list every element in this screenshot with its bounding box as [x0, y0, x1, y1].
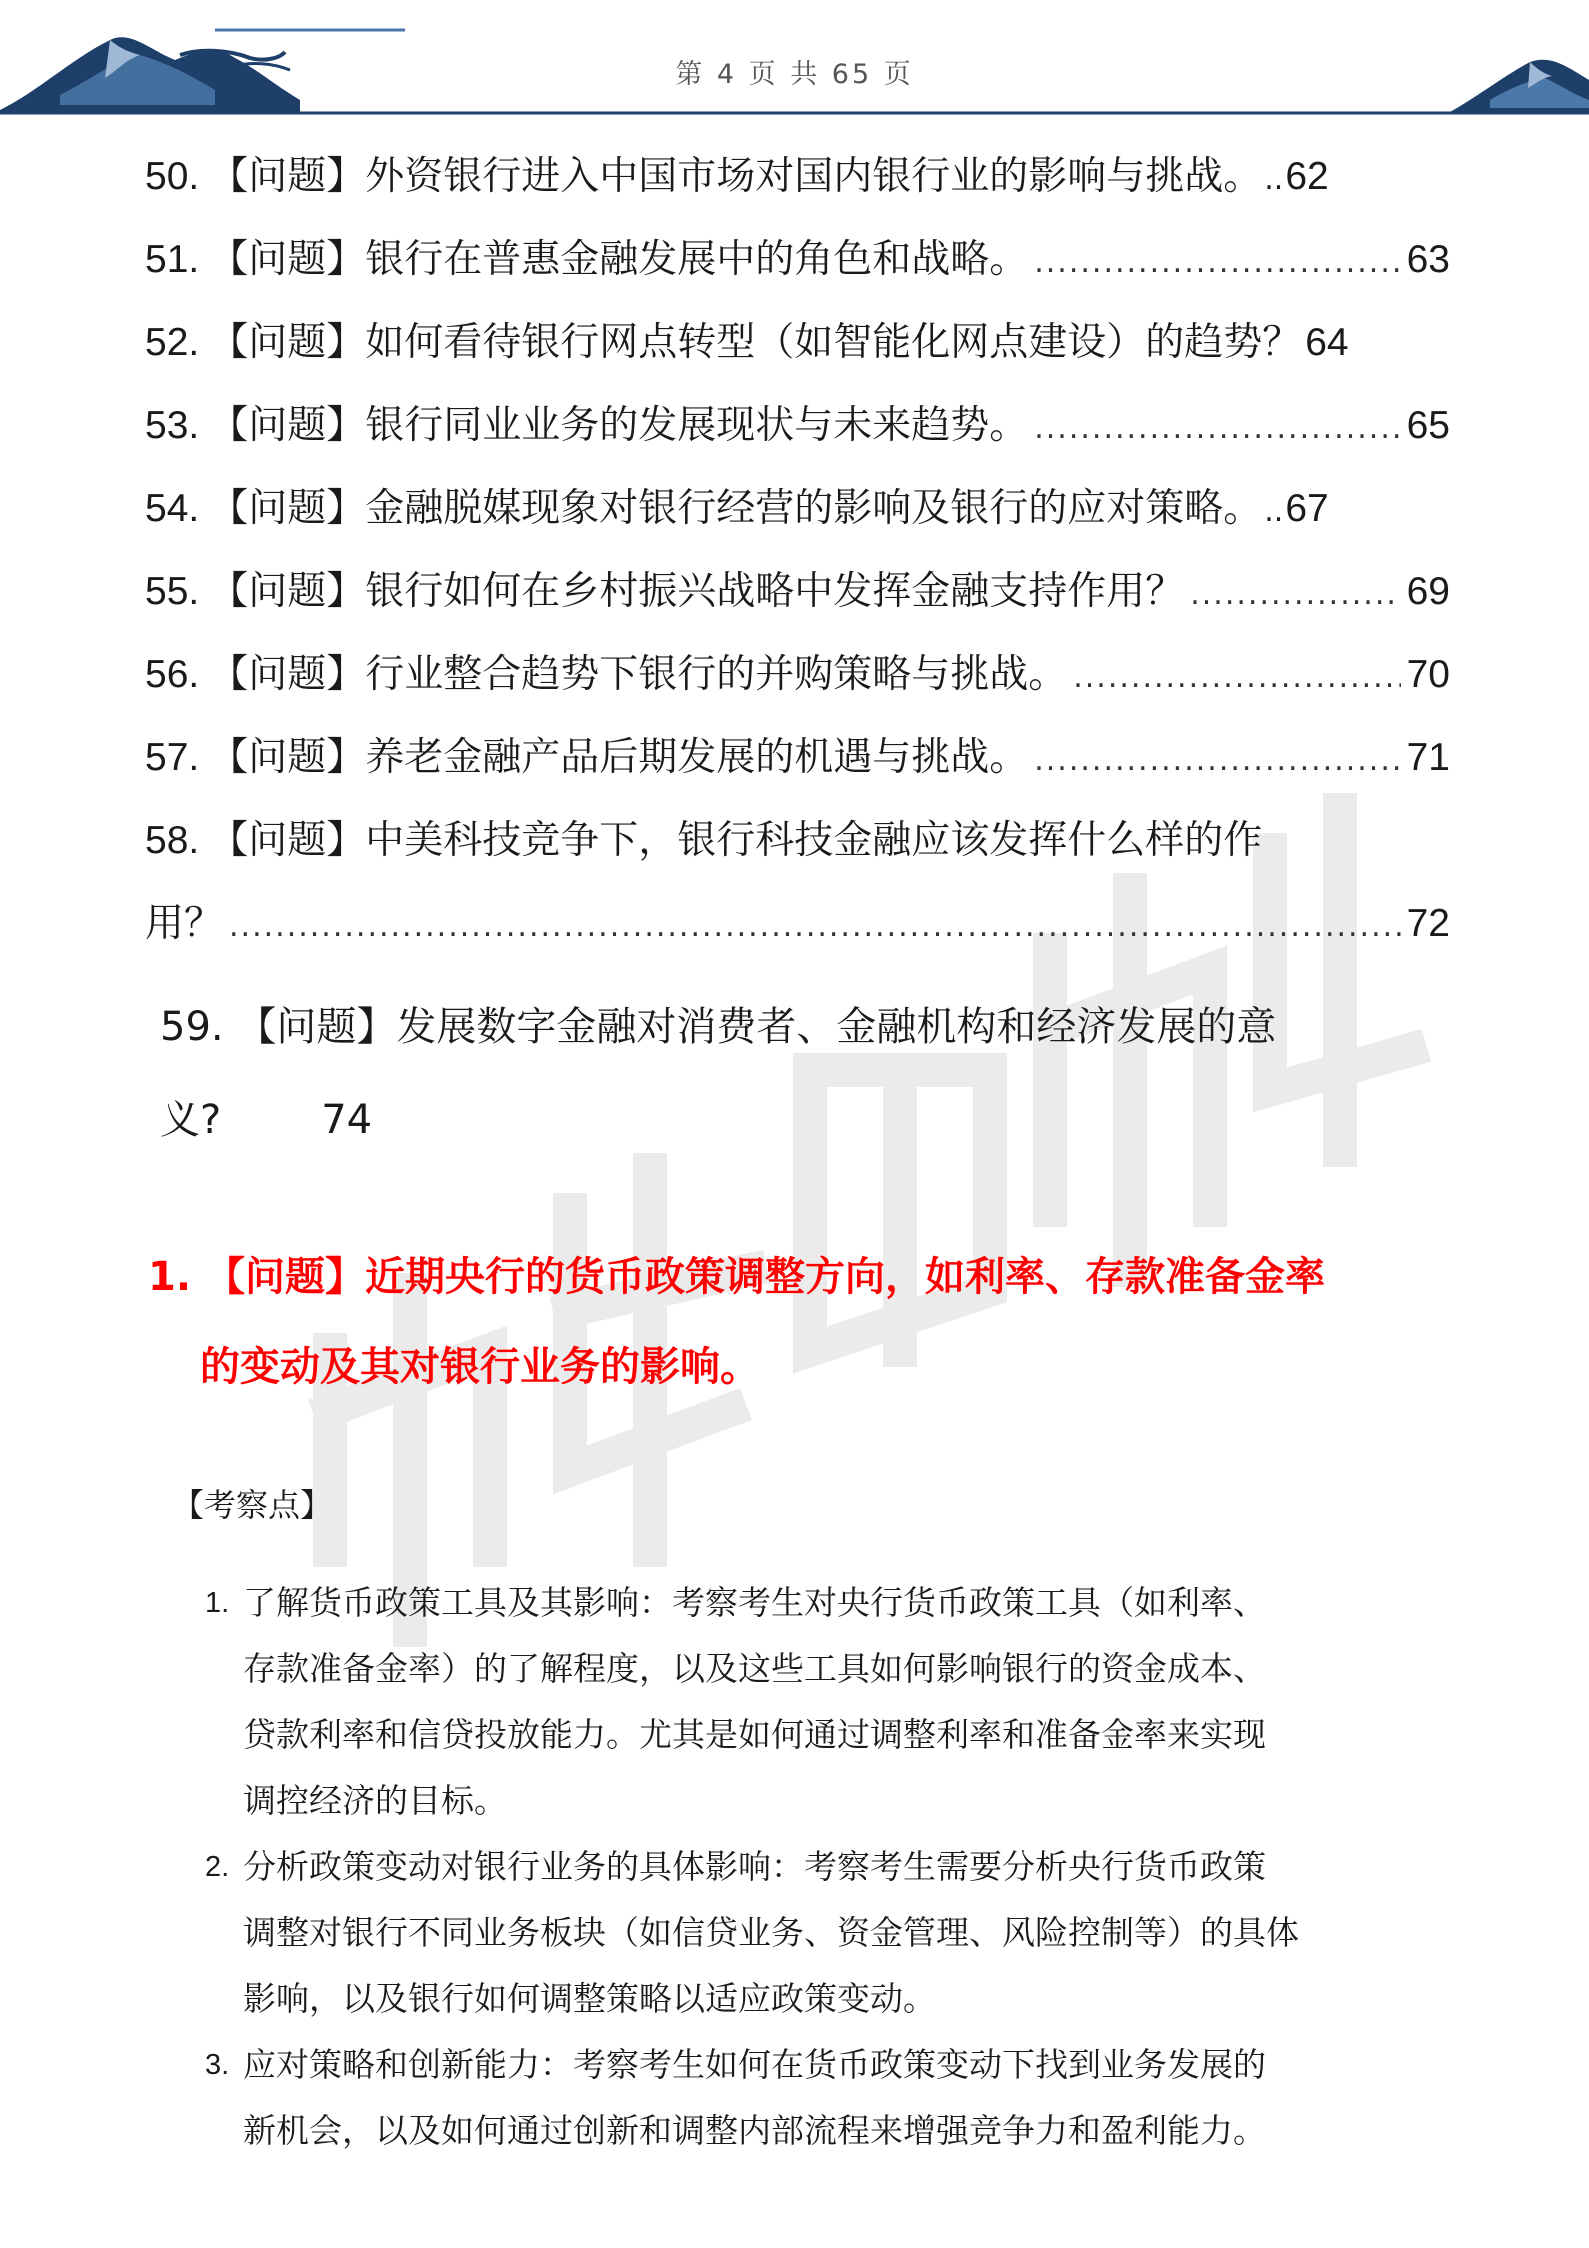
text-line: 分析政策变动对银行业务的具体影响：考察考生需要分析央行货币政策	[243, 1847, 1266, 1886]
toc-dots	[1034, 387, 1400, 470]
list-item-text	[243, 1834, 1445, 2032]
toc-page-number: 65	[1406, 404, 1450, 447]
toc-title-continued: 用？	[145, 901, 224, 946]
page-header	[0, 0, 1589, 125]
toc-number: 57.	[145, 736, 200, 779]
toc-page-number: 63	[1406, 238, 1450, 281]
text-line: 存款准备金率）的了解程度，以及这些工具如何影响银行的资金成本、	[243, 1649, 1266, 1688]
text-line: 影响，以及银行如何调整策略以适应政策变动。	[243, 1979, 936, 2018]
toc-dots	[1034, 719, 1400, 802]
text-line: 新机会，以及如何通过创新和调整内部流程来增强竞争力和盈利能力。	[243, 2111, 1266, 2150]
toc-entry-52[interactable]	[145, 301, 1450, 384]
toc-title: 【问题】银行同业业务的发展现状与未来趋势。	[209, 403, 1029, 448]
heading-line-2: 的变动及其对银行业务的影响。	[200, 1344, 760, 1390]
text-line: 调整对银行不同业务板块（如信贷业务、资金管理、风险控制等）的具体	[243, 1913, 1299, 1952]
toc-page-number: 62	[1285, 155, 1329, 198]
toc-entry-54[interactable]	[145, 467, 1450, 550]
toc-title: 【问题】养老金融产品后期发展的机遇与挑战。	[209, 735, 1029, 780]
toc-entry-55[interactable]	[145, 550, 1450, 633]
toc-title: 【问题】行业整合趋势下银行的并购策略与挑战。	[209, 652, 1068, 697]
list-number: 2.	[205, 1851, 230, 1883]
toc-title: 【问题】银行在普惠金融发展中的角色和战略。	[209, 237, 1029, 282]
toc-dots	[1073, 636, 1400, 719]
table-of-contents	[145, 135, 1450, 965]
toc-number: 51.	[145, 238, 200, 281]
toc-entry-51[interactable]	[145, 218, 1450, 301]
toc-entry-57[interactable]	[145, 716, 1450, 799]
toc-page-number: 64	[1305, 321, 1349, 364]
toc-number: 52.	[145, 321, 200, 364]
list-item	[205, 1570, 1445, 1834]
toc-title: 【问题】中美科技竞争下，银行科技金融应该发挥什么样的作	[209, 818, 1263, 863]
heading-line-1: 1. 【问题】近期央行的货币政策调整方向，如利率、存款准备金率	[148, 1254, 1325, 1300]
toc-dots	[1190, 553, 1400, 636]
list-item	[205, 1834, 1445, 2032]
list-item	[205, 2032, 1445, 2164]
toc-entry-53[interactable]	[145, 384, 1450, 467]
toc-page-number: 71	[1406, 736, 1450, 779]
section-label: 【考察点】	[172, 1486, 333, 1524]
text-line: 了解货币政策工具及其影响：考察考生对央行货币政策工具（如利率、	[243, 1583, 1266, 1622]
toc-number: 58.	[145, 819, 200, 862]
toc-page-number: 72	[1406, 902, 1450, 945]
toc-entry-58[interactable]	[145, 799, 1450, 882]
question-heading	[148, 1232, 1448, 1412]
toc-page-number: 67	[1285, 487, 1329, 530]
toc-entry-59[interactable]	[160, 985, 1276, 1170]
toc-page-number: 74	[321, 1097, 373, 1143]
toc-dots: ..	[1264, 162, 1284, 197]
toc-number: 54.	[145, 487, 200, 530]
toc-entry-50[interactable]	[145, 135, 1450, 218]
toc-title: 【问题】如何看待银行网点转型（如智能化网点建设）的趋势？	[209, 320, 1302, 365]
toc-title-continued	[160, 1070, 1276, 1170]
toc-title-end: 义?	[160, 1097, 222, 1143]
text-line: 应对策略和创新能力：考察考生如何在货币政策变动下找到业务发展的	[243, 2045, 1266, 2084]
toc-title: 【问题】金融脱媒现象对银行经营的影响及银行的应对策略。	[209, 486, 1263, 531]
toc-entry-56[interactable]	[145, 633, 1450, 716]
toc-number: 53.	[145, 404, 200, 447]
toc-number: 56.	[145, 653, 200, 696]
toc-dots: ..	[1264, 494, 1284, 529]
points-list	[205, 1570, 1445, 2164]
list-number: 1.	[205, 1587, 230, 1619]
toc-dots	[229, 885, 1401, 968]
toc-title: 59. 【问题】发展数字金融对消费者、金融机构和经济发展的意	[160, 1004, 1277, 1050]
toc-number: 50.	[145, 155, 200, 198]
list-item-text	[243, 2032, 1445, 2164]
toc-number: 55.	[145, 570, 200, 613]
toc-entry-58-continued[interactable]	[145, 882, 1450, 965]
list-item-text	[243, 1570, 1445, 1834]
page-indicator: 第 4 页 共 65 页	[675, 59, 914, 90]
toc-dots	[1034, 221, 1400, 304]
toc-page-number: 69	[1406, 570, 1450, 613]
toc-title: 【问题】外资银行进入中国市场对国内银行业的影响与挑战。	[209, 154, 1263, 199]
toc-page-number: 70	[1406, 653, 1450, 696]
list-number: 3.	[205, 2049, 230, 2081]
text-line: 贷款利率和信贷投放能力。尤其是如何通过调整利率和准备金率来实现	[243, 1715, 1266, 1754]
text-line: 调控经济的目标。	[243, 1781, 507, 1820]
toc-title: 【问题】银行如何在乡村振兴战略中发挥金融支持作用？	[209, 569, 1185, 614]
